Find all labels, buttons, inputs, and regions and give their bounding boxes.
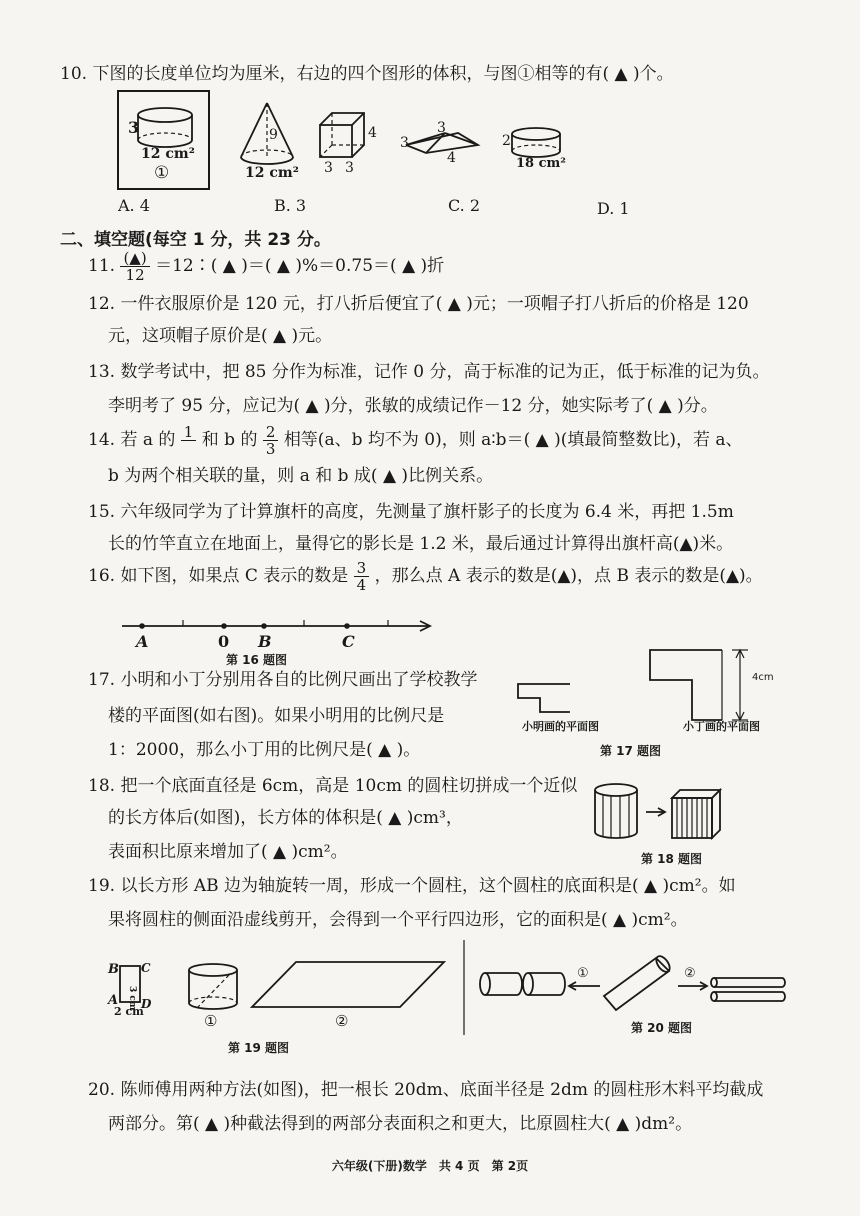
q15-line-2: 长的竹竿直立在地面上，量得它的影长是 1.2 米，最后通过计算得出旗杆高(▲)米。 — [108, 534, 734, 554]
q11-frac-den: 12 — [125, 266, 145, 284]
q17-line-1: 17. 小明和小丁分别用各自的比例尺画出了学校教学 — [88, 670, 478, 690]
q16-text — [88, 560, 763, 593]
q10-prism-b: 3 — [437, 120, 446, 136]
q16-pre: 16. 如下图，如果点 C 表示的数是 — [88, 566, 349, 586]
q17-label-xiaoding: 小丁画的平面图 — [683, 720, 760, 733]
q18-caption: 第 18 题图 — [641, 852, 703, 866]
q19-side-width: 2 cm — [114, 1005, 144, 1018]
q14-fraction-2 — [263, 424, 279, 457]
q10-prism-a: 3 — [400, 135, 409, 151]
q10-prism-c: 4 — [447, 150, 456, 166]
q18-line-2: 的长方体后(如图)，长方体的体积是( ▲ )cm³， — [108, 808, 463, 828]
q19-mark-1: ① — [204, 1012, 218, 1030]
q20-line-2: 两部分。第( ▲ )种截法得到的两部分表面积之和更大，比原圆柱大( ▲ )dm²。 — [108, 1114, 693, 1134]
q11-number: 11. — [88, 256, 116, 276]
q10-cone-area: 12 cm² — [245, 165, 299, 181]
q10-option-b: B. 3 — [274, 196, 307, 215]
q14-mid: 和 b 的 — [201, 430, 258, 450]
q10-fig1-height: 3 — [128, 118, 140, 137]
q10-cone-height: 9 — [269, 127, 278, 143]
q10-fig1-area: 12 cm² — [141, 146, 195, 162]
q14-pre: 14. 若 a 的 — [88, 430, 176, 450]
q19-line-2: 果将圆柱的侧面沿虚线剪开，会得到一个平行四边形，它的面积是( ▲ )cm²。 — [108, 910, 688, 930]
q14-line-2: b 为两个相关联的量，则 a 和 b 成( ▲ )比例关系。 — [108, 466, 494, 486]
section-2-title: 二、填空题(每空 1 分，共 23 分。 — [60, 230, 331, 250]
q16-point-a: A — [136, 632, 149, 651]
q14-f2-num: 2 — [263, 424, 279, 441]
q10-cube-depth: 3 — [345, 160, 354, 176]
q19-mark-2: ② — [335, 1012, 349, 1030]
q12-line-2: 元，这项帽子原价是( ▲ )元。 — [108, 326, 333, 346]
q14-f1-den — [181, 441, 197, 457]
q10-fig1-number: ① — [154, 163, 170, 183]
q16-caption: 第 16 题图 — [226, 653, 288, 667]
q18-line-1: 18. 把一个底面直径是 6cm，高是 10cm 的圆柱切拼成一个近似 — [88, 776, 578, 796]
q17-label-xiaoming: 小明画的平面图 — [522, 720, 599, 733]
q19-point-b: B — [108, 962, 119, 977]
q12-line-1: 12. 一件衣服原价是 120 元，打八折后便宜了( ▲ )元；一项帽子打八折后的价格是 120 — [88, 294, 749, 314]
q10-figures — [0, 0, 860, 220]
q15-line-1: 15. 六年级同学为了计算旗杆的高度，先测量了旗杆影子的长度为 6.4 米，再把 1.5m — [88, 502, 734, 522]
q10-cyl-height: 2 — [502, 133, 511, 149]
q10-cube-height: 4 — [368, 125, 377, 141]
q14-fraction-1 — [181, 424, 197, 457]
q10-text: 10. 下图的长度单位均为厘米，右边的四个图形的体积，与图①相等的有( ▲ )个。 — [60, 64, 674, 84]
q17-line-2: 楼的平面图(如右图)。如果小明用的比例尺是 — [108, 706, 445, 726]
q10-option-a: A. 4 — [118, 196, 150, 215]
q16-point-c: C — [342, 632, 355, 651]
q11 — [88, 250, 444, 283]
q20-arrow-2-label: ② — [684, 966, 696, 981]
q17-floor-plans — [0, 640, 860, 730]
q17-dimension: 4cm — [752, 672, 774, 683]
q17-line-3: 1：2000，那么小丁用的比例尺是( ▲ )。 — [108, 740, 421, 760]
q19-side-height: 3 cm — [127, 986, 137, 1011]
q20-caption: 第 20 题图 — [631, 1021, 693, 1035]
q19-point-c: C — [141, 961, 151, 975]
q10-cyl-area: 18 cm² — [516, 156, 566, 171]
q17-caption: 第 17 题图 — [600, 744, 662, 758]
q10-option-c: C. 2 — [448, 196, 481, 215]
q18-figure — [0, 780, 860, 850]
q14-f2-den: 3 — [265, 440, 276, 458]
q18-line-3: 表面积比原来增加了( ▲ )cm²。 — [108, 842, 348, 862]
q19-point-d: D — [141, 997, 152, 1011]
q19-caption: 第 19 题图 — [228, 1041, 290, 1055]
q14-f1-num: 1 — [181, 424, 197, 441]
q16-f-den: 4 — [356, 576, 367, 594]
page-footer: 六年级(下册)数学 共 4 页 第 2页 — [331, 1159, 529, 1173]
q16-f-num: 3 — [354, 560, 370, 577]
q10-cube-width: 3 — [324, 160, 333, 176]
q19-line-1: 19. 以长方形 AB 边为轴旋转一周，形成一个圆柱，这个圆柱的底面积是( ▲ )cm²。如 — [88, 876, 736, 896]
q19-point-a: A — [108, 993, 119, 1008]
q14-post: 相等(a、b 均不为 0)，则 a∶b＝( ▲ )(填最简整数比)，若 a、 — [283, 430, 743, 450]
q11-fraction — [120, 250, 149, 283]
q14-line-1 — [88, 424, 743, 457]
q20-line-1: 20. 陈师傅用两种方法(如图)，把一根长 20dm、底面半径是 2dm 的圆柱形木料平均截成 — [88, 1080, 764, 1100]
q11-frac-num: (▲) — [120, 250, 149, 267]
q10-option-d: D. 1 — [597, 199, 630, 218]
q16-point-b: B — [258, 632, 272, 651]
q16-point-zero: 0 — [218, 632, 230, 651]
q16-fraction — [354, 560, 370, 593]
q13-line-2: 李明考了 95 分，应记为( ▲ )分，张敏的成绩记作－12 分，她实际考了( ▲ )分。 — [108, 396, 718, 416]
q16-post: ，那么点 A 表示的数是(▲)，点 B 表示的数是(▲)。 — [374, 566, 763, 586]
q20-arrow-1-label: ① — [577, 966, 589, 981]
q11-rest: ＝12∶( ▲ )＝( ▲ )%＝0.75＝( ▲ )折 — [155, 256, 445, 276]
q13-line-1: 13. 数学考试中，把 85 分作为标准，记作 0 分，高于标准的记为正，低于标准的记为负。 — [88, 362, 770, 382]
